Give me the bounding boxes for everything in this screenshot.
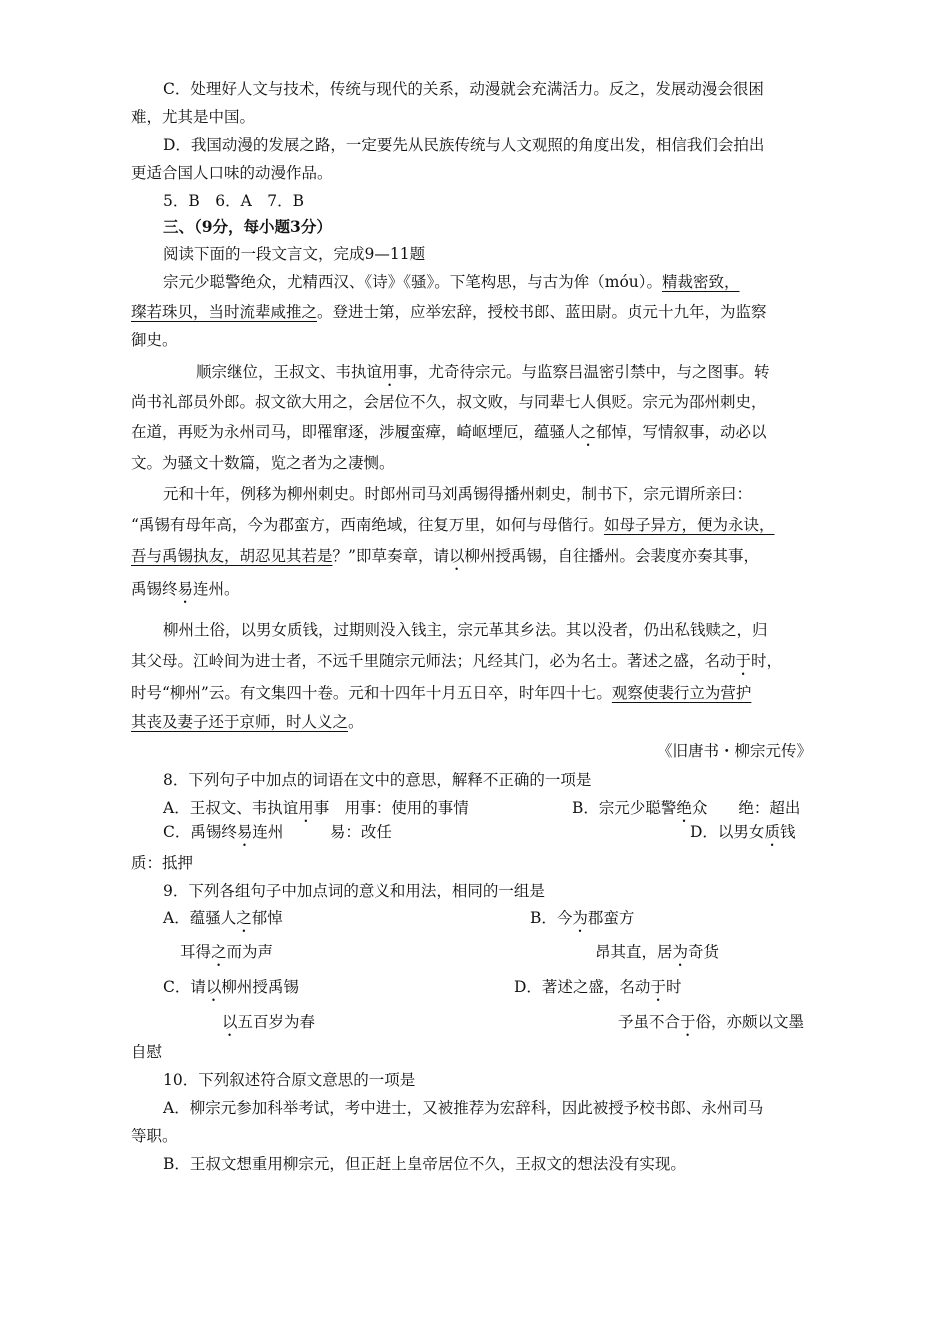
- q4-option-c-line2: 难，尤其是中国。: [131, 108, 256, 126]
- q4-option-d-line2: 更适合国人口味的动漫作品。: [131, 164, 333, 182]
- option-text: 五百岁为春: [237, 1013, 316, 1031]
- option-text: 连州 易：改任: [252, 823, 392, 841]
- underlined-sentence: 观察使裴行立为营护: [611, 684, 752, 702]
- passage-p4-line3: [131, 682, 751, 704]
- dotted-word: 为: [572, 909, 588, 927]
- q9-option-d-line1: [514, 976, 681, 1005]
- q9-option-c-line2: [222, 1011, 315, 1040]
- dotted-word: 为: [672, 943, 689, 961]
- passage-text: ？”即草奏章，请: [332, 547, 449, 565]
- passage-p2-line1: [196, 361, 770, 390]
- option-text: 时: [665, 978, 682, 996]
- option-text: 而为声: [226, 943, 274, 961]
- option-text: D．著述之盛，名动: [514, 978, 651, 996]
- option-text: B．今: [530, 909, 573, 927]
- passage-p1-line2: [131, 301, 767, 323]
- passage-p2-line2: 尚书礼部员外郎。叔文欲大用之，会居位不久，叔文败，与同辈七人俱贬。宗元为邵州刺史，: [131, 393, 767, 411]
- underlined-sentence: 如母子异方，便为永诀，: [603, 516, 775, 534]
- q4-option-d-line1: D．我国动漫的发展之路，一定要先从民族传统与人文观照的角度出发，相信我们会拍出: [163, 136, 765, 154]
- option-text: A．王叔文、韦执谊: [163, 799, 299, 817]
- option-text: A．蕴骚人: [163, 909, 237, 927]
- q9-option-a-line2: [180, 941, 273, 970]
- passage-text: 。登进士第，应举宏辞，授校书郎、蓝田尉。贞元十九年，为监察: [317, 303, 767, 321]
- passage-text: 事，尤奇待宗元。与监察吕温密引禁中，与之图事。转: [397, 363, 770, 381]
- dotted-word: 以: [205, 978, 222, 996]
- q9-option-b-line2: [595, 941, 719, 970]
- passage-p1-line3: 御史。: [131, 331, 178, 349]
- option-text: 钱: [779, 823, 796, 841]
- dotted-word: 于: [680, 1013, 696, 1031]
- passage-p2-line3: [131, 421, 767, 450]
- option-text: 郁悼: [251, 909, 283, 927]
- dotted-word: 易: [236, 823, 253, 841]
- option-text: C．请: [163, 978, 206, 996]
- q8-option-d-continued: 质：抵押: [131, 854, 194, 872]
- passage-text: 其父母。江岭间为进士者，不远千里随宗元师法；凡经其门，必为名士。著述之盛，名动: [131, 652, 736, 670]
- dotted-word: 用: [298, 799, 314, 817]
- option-text: 昂其直，居: [595, 943, 673, 961]
- passage-text: 连州。: [193, 580, 240, 598]
- passage-p4-line2: [131, 650, 782, 679]
- dotted-word: 绝: [676, 799, 692, 817]
- passage-text: 时，: [751, 652, 783, 670]
- underlined-sentence: 精裁密致，: [662, 273, 740, 291]
- answer-key: 5．B 6．A 7．B: [163, 192, 305, 210]
- passage-p4-line1: 柳州土俗，以男女质钱，过期则没入钱主，宗元革其乡法。其以没者，仍出私钱赎之，归: [163, 621, 768, 639]
- option-text: C．禹锡终: [163, 823, 237, 841]
- passage-text: 柳州授禹锡，自往播州。会裴度亦奏其事，: [464, 547, 759, 565]
- passage-text: “禹锡有母年高，今为郡蛮方，西南绝域，往复万里，如何与母偕行。: [131, 516, 604, 534]
- q9-option-d-line2: [618, 1011, 804, 1040]
- passage-p3-line4: [131, 578, 240, 607]
- option-text: 众 绝：超出: [691, 799, 801, 817]
- q9-stem: 9．下列各组句子中加点词的意义和用法，相同的一组是: [163, 882, 545, 900]
- option-text: 事 用事：使用的事情: [313, 799, 469, 817]
- dotted-word: 以: [448, 547, 465, 565]
- passage-p1-line1: [163, 271, 740, 293]
- passage-source: 《旧唐书・柳宗元传》: [656, 742, 812, 760]
- passage-p4-line4: [131, 711, 364, 733]
- q10-option-a-line2: 等职。: [131, 1127, 178, 1145]
- q9-option-c-line1: [163, 976, 299, 1005]
- underlined-sentence: 吾与禹锡执友，胡忍见其若是: [131, 547, 333, 565]
- section-heading: 三、（9分，每小题3分）: [163, 217, 332, 236]
- passage-text: 在道，再贬为永州司马，即罹窜逐，涉履蛮瘴，崎岖堙厄，蕴骚人: [131, 423, 581, 441]
- dotted-word: 易: [177, 580, 194, 598]
- dotted-word: 之: [236, 909, 252, 927]
- dotted-word: 之: [580, 423, 597, 441]
- dotted-word: 以: [222, 1013, 238, 1031]
- passage-text: 宗元少聪警绝众，尤精西汉、《诗》《骚》。下笔构思，与古为侔（móu）。: [163, 273, 663, 291]
- option-text: 奇货: [688, 943, 720, 961]
- passage-text: 时号“柳州”云。有文集四十卷。元和十四年十月五日卒，时年四十七。: [131, 684, 612, 702]
- underlined-sentence: 其丧及妻子还于京师，时人义之: [131, 713, 349, 731]
- underlined-sentence: 璨若珠贝，当时流辈咸推之: [131, 303, 318, 321]
- passage-text: 顺宗继位，王叔文、韦执谊: [196, 363, 383, 381]
- option-text: 郡蛮方: [587, 909, 635, 927]
- q8-stem: 8．下列句子中加点的词语在文中的意思，解释不正确的一项是: [163, 771, 592, 789]
- option-text: 柳州授禹锡: [221, 978, 299, 996]
- passage-p3-line1: 元和十年，例移为柳州刺史。时郎州司马刘禹锡得播州刺史，制书下，宗元谓所亲曰：: [163, 485, 753, 503]
- dotted-word: 之: [211, 943, 227, 961]
- q10-option-b-line1: B．王叔文想重用柳宗元，但正赶上皇帝居位不久，王叔文的想法没有实现。: [163, 1155, 686, 1173]
- option-text: B．宗元少聪警: [572, 799, 677, 817]
- option-text: 予虽不合: [618, 1013, 681, 1031]
- section-instruction: 阅读下面的一段文言文，完成9—11题: [163, 245, 426, 263]
- passage-text: 郁悼，写情叙事，动必以: [596, 423, 767, 441]
- option-text: 俗，亦颇以文墨: [695, 1013, 805, 1031]
- option-text: 耳得: [180, 943, 212, 961]
- passage-p3-line2: [131, 514, 774, 536]
- q10-stem: 10．下列叙述符合原文意思的一项是: [163, 1071, 416, 1089]
- q4-option-c-line1: C．处理好人文与技术，传统与现代的关系，动漫就会充满活力。反之，发展动漫会很困: [163, 80, 764, 98]
- option-text: D．以男女: [690, 823, 765, 841]
- q8-option-c: [163, 821, 392, 850]
- dotted-word: 于: [735, 652, 752, 670]
- q9-option-b-line1: [530, 907, 634, 936]
- dotted-word: 于: [650, 978, 666, 996]
- passage-p3-line3: [131, 545, 759, 574]
- dotted-word: 用: [382, 363, 398, 381]
- dotted-word: 质: [764, 823, 780, 841]
- passage-p2-line4: 文。为骚文十数篇，览之者为之凄恻。: [131, 454, 395, 472]
- q9-option-d-continued: 自慰: [131, 1043, 163, 1061]
- q8-option-d: [690, 821, 795, 850]
- passage-text: 。: [348, 713, 364, 731]
- q10-option-a-line1: A．柳宗元参加科举考试，考中进士，又被推荐为宏辞科，因此被授予校书郎、永州司马: [163, 1099, 764, 1117]
- q9-option-a-line1: [163, 907, 283, 936]
- passage-text: 禹锡终: [131, 580, 178, 598]
